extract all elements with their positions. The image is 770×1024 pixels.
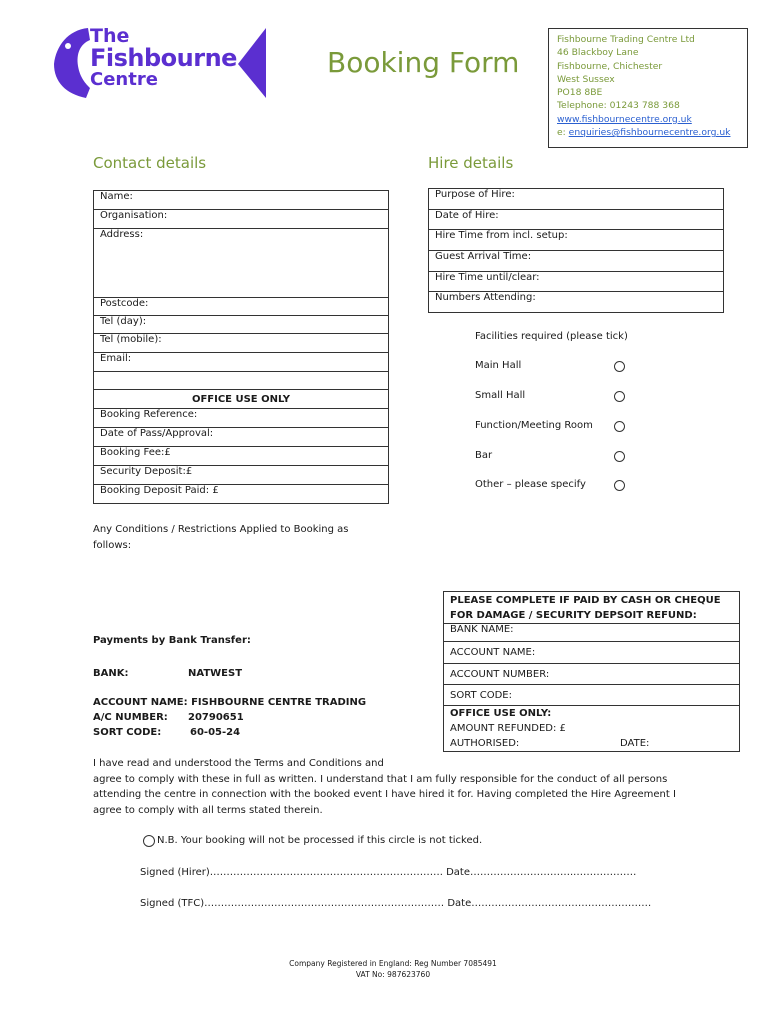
terms-line3: attending the centre in connection with the booked event I have hired it for. Having completed the Hire Agreement I xyxy=(93,789,676,800)
date-pass-approval-field[interactable]: Date of Pass/Approval: xyxy=(94,428,389,447)
facility-function-room-radio[interactable] xyxy=(614,421,625,432)
numbers-attending-field[interactable]: Numbers Attending: xyxy=(429,292,724,313)
booking-reference-field[interactable]: Booking Reference: xyxy=(94,409,389,428)
sort-code-label: SORT CODE: xyxy=(93,727,162,738)
facility-other-radio[interactable] xyxy=(614,480,625,491)
email-field[interactable]: Email: xyxy=(94,353,389,372)
company-address-box xyxy=(548,28,748,148)
company-telephone: Telephone: 01243 788 368 xyxy=(557,100,680,112)
bank-label: BANK: xyxy=(93,668,129,679)
tel-day-field[interactable]: Tel (day): xyxy=(94,316,389,334)
contact-table xyxy=(93,190,389,504)
address-line2: Fishbourne, Chichester xyxy=(557,60,663,72)
amount-refunded-field[interactable]: AMOUNT REFUNDED: £ xyxy=(450,723,566,734)
ac-number-value: 20790651 xyxy=(188,712,244,723)
purpose-of-hire-field[interactable]: Purpose of Hire: xyxy=(429,189,724,210)
hire-time-from-field[interactable]: Hire Time from incl. setup: xyxy=(429,230,724,251)
refund-table xyxy=(443,591,740,752)
refund-sort-code-field[interactable]: SORT CODE: xyxy=(444,685,740,706)
refund-heading xyxy=(444,592,740,624)
contact-details-heading: Contact details xyxy=(93,154,207,172)
booking-deposit-paid-field[interactable]: Booking Deposit Paid: £ xyxy=(94,485,389,504)
refund-heading-line1: PLEASE COMPLETE IF PAID BY CASH OR CHEQUE xyxy=(450,595,721,606)
guest-arrival-time-field[interactable]: Guest Arrival Time: xyxy=(429,251,724,272)
footer-reg-number: Company Registered in England: Reg Number 7085491 xyxy=(289,959,497,968)
hire-details-heading: Hire details xyxy=(428,154,514,172)
terms-agree-radio[interactable] xyxy=(143,835,155,847)
hire-table xyxy=(428,188,724,313)
logo-line-the: The xyxy=(90,25,130,47)
logo-line-centre: Centre xyxy=(90,69,158,90)
address-line3: West Sussex xyxy=(557,73,615,85)
address-postcode: PO18 8BE xyxy=(557,87,603,99)
refund-heading-line2: FOR DAMAGE / SECURITY DEPSOIT REFUND: xyxy=(450,610,697,621)
office-use-heading: OFFICE USE ONLY xyxy=(94,390,389,409)
footer-vat-number: VAT No: 987623760 xyxy=(355,970,431,979)
email-prefix: e: xyxy=(557,127,569,139)
bank-value: NATWEST xyxy=(188,668,243,679)
fish-tail-icon xyxy=(238,28,268,98)
address-field[interactable]: Address: xyxy=(94,229,389,298)
facility-bar-label: Bar xyxy=(475,450,493,461)
account-name-text: ACCOUNT NAME: FISHBOURNE CENTRE TRADING xyxy=(93,697,367,708)
hire-time-until-field[interactable]: Hire Time until/clear: xyxy=(429,272,724,292)
sort-code-value: 60-05-24 xyxy=(190,727,241,738)
terms-line2: agree to comply with these in full as written. I understand that I am fully responsible for the conduct of all persons xyxy=(93,773,668,785)
company-name: Fishbourne Trading Centre Ltd xyxy=(557,34,695,45)
refund-account-number-field[interactable]: ACCOUNT NUMBER: xyxy=(444,664,740,685)
terms-line1: I have read and understood the Terms and Conditions and xyxy=(93,758,384,769)
ac-number-label: A/C NUMBER: xyxy=(93,712,168,723)
facility-function-room-label: Function/Meeting Room xyxy=(475,420,593,431)
conditions-text xyxy=(93,522,349,553)
footer xyxy=(0,958,770,980)
tel-mobile-field[interactable]: Tel (mobile): xyxy=(94,334,389,353)
address-line1: 46 Blackboy Lane xyxy=(557,47,639,59)
nb-note: N.B. Your booking will not be processed if this circle is not ticked. xyxy=(157,835,483,846)
signed-hirer-line[interactable]: Signed (Hirer)……………………………………………………………. Date…………………………..……………… xyxy=(140,867,637,878)
refund-office-use xyxy=(444,706,740,752)
terms-text xyxy=(93,756,733,818)
signed-tfc-line[interactable]: Signed (TFC)……………………………………………………………… Date……………………………………………… xyxy=(140,898,652,909)
conditions-line2: follows: xyxy=(93,539,132,551)
page-title: Booking Form xyxy=(327,46,520,79)
facility-main-hall-radio[interactable] xyxy=(614,361,625,372)
facility-small-hall-label: Small Hall xyxy=(475,390,526,401)
bank-transfer-heading: Payments by Bank Transfer: xyxy=(93,635,251,646)
email-link[interactable]: enquiries@fishbournecentre.org.uk xyxy=(568,127,731,139)
name-field[interactable]: Name: xyxy=(94,191,389,210)
refund-account-name-field[interactable]: ACCOUNT NAME: xyxy=(444,642,740,664)
refund-date-field[interactable]: DATE: xyxy=(620,738,650,749)
facility-bar-radio[interactable] xyxy=(614,451,625,462)
facility-small-hall-radio[interactable] xyxy=(614,391,625,402)
terms-line4: agree to comply with all terms stated therein. xyxy=(93,804,323,816)
booking-fee-field[interactable]: Booking Fee:£ xyxy=(94,447,389,466)
refund-bank-name-field[interactable]: BANK NAME: xyxy=(444,624,740,642)
authorised-field[interactable]: AUTHORISED: xyxy=(450,738,520,749)
facilities-heading: Facilities required (please tick) xyxy=(475,331,628,342)
date-of-hire-field[interactable]: Date of Hire: xyxy=(429,210,724,230)
organisation-field[interactable]: Organisation: xyxy=(94,210,389,229)
facility-other-label: Other – please specify xyxy=(475,479,586,490)
facility-main-hall-label: Main Hall xyxy=(475,360,522,371)
refund-office-use-heading: OFFICE USE ONLY: xyxy=(450,708,552,719)
postcode-field[interactable]: Postcode: xyxy=(94,298,389,316)
blank-row xyxy=(94,372,389,390)
conditions-line1: Any Conditions / Restrictions Applied to Booking as xyxy=(93,524,349,535)
logo xyxy=(50,24,270,100)
logo-line-fishbourne: Fishbourne xyxy=(90,44,237,72)
website-link[interactable]: www.fishbournecentre.org.uk xyxy=(557,113,692,125)
security-deposit-field[interactable]: Security Deposit:£ xyxy=(94,466,389,485)
